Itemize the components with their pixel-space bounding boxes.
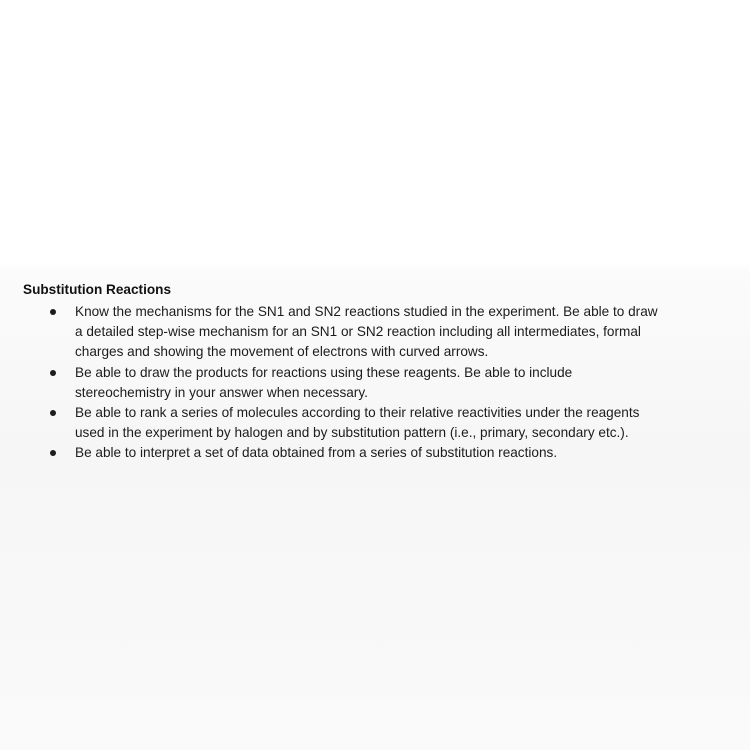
bullet-line: Know the mechanisms for the SN1 and SN2 reactions studied in the experiment. Be able to draw (75, 304, 658, 319)
bullet-icon (50, 309, 56, 315)
bullet-icon (50, 410, 56, 416)
bullet-icon (50, 450, 56, 456)
bullet-line: used in the experiment by halogen and by substitution pattern (i.e., primary, secondary etc.). (75, 425, 629, 441)
bullet-item-products (23, 363, 723, 403)
bullet-line: Be able to draw the products for reactions using these reagents. Be able to include (75, 364, 573, 380)
bullet-list (23, 302, 723, 464)
section-title: Substitution Reactions (23, 282, 172, 297)
bullet-line: a detailed step-wise mechanism for an SN1 or SN2 reaction including all intermediates, formal (75, 324, 641, 340)
bullet-line: Be able to interpret a set of data obtained from a series of substitution reactions. (75, 445, 558, 461)
substitution-reactions-section (23, 280, 723, 464)
bullet-item-interpret (23, 443, 723, 463)
bullet-line: stereochemistry in your answer when necessary. (75, 384, 368, 400)
bullet-line: Be able to rank a series of molecules according to their relative reactivities under the reagents (75, 405, 640, 421)
bullet-line: charges and showing the movement of electrons with curved arrows. (75, 344, 489, 360)
bullet-item-rank (23, 403, 723, 443)
bullet-icon (50, 370, 56, 376)
bullet-item-mechanisms (23, 302, 723, 363)
